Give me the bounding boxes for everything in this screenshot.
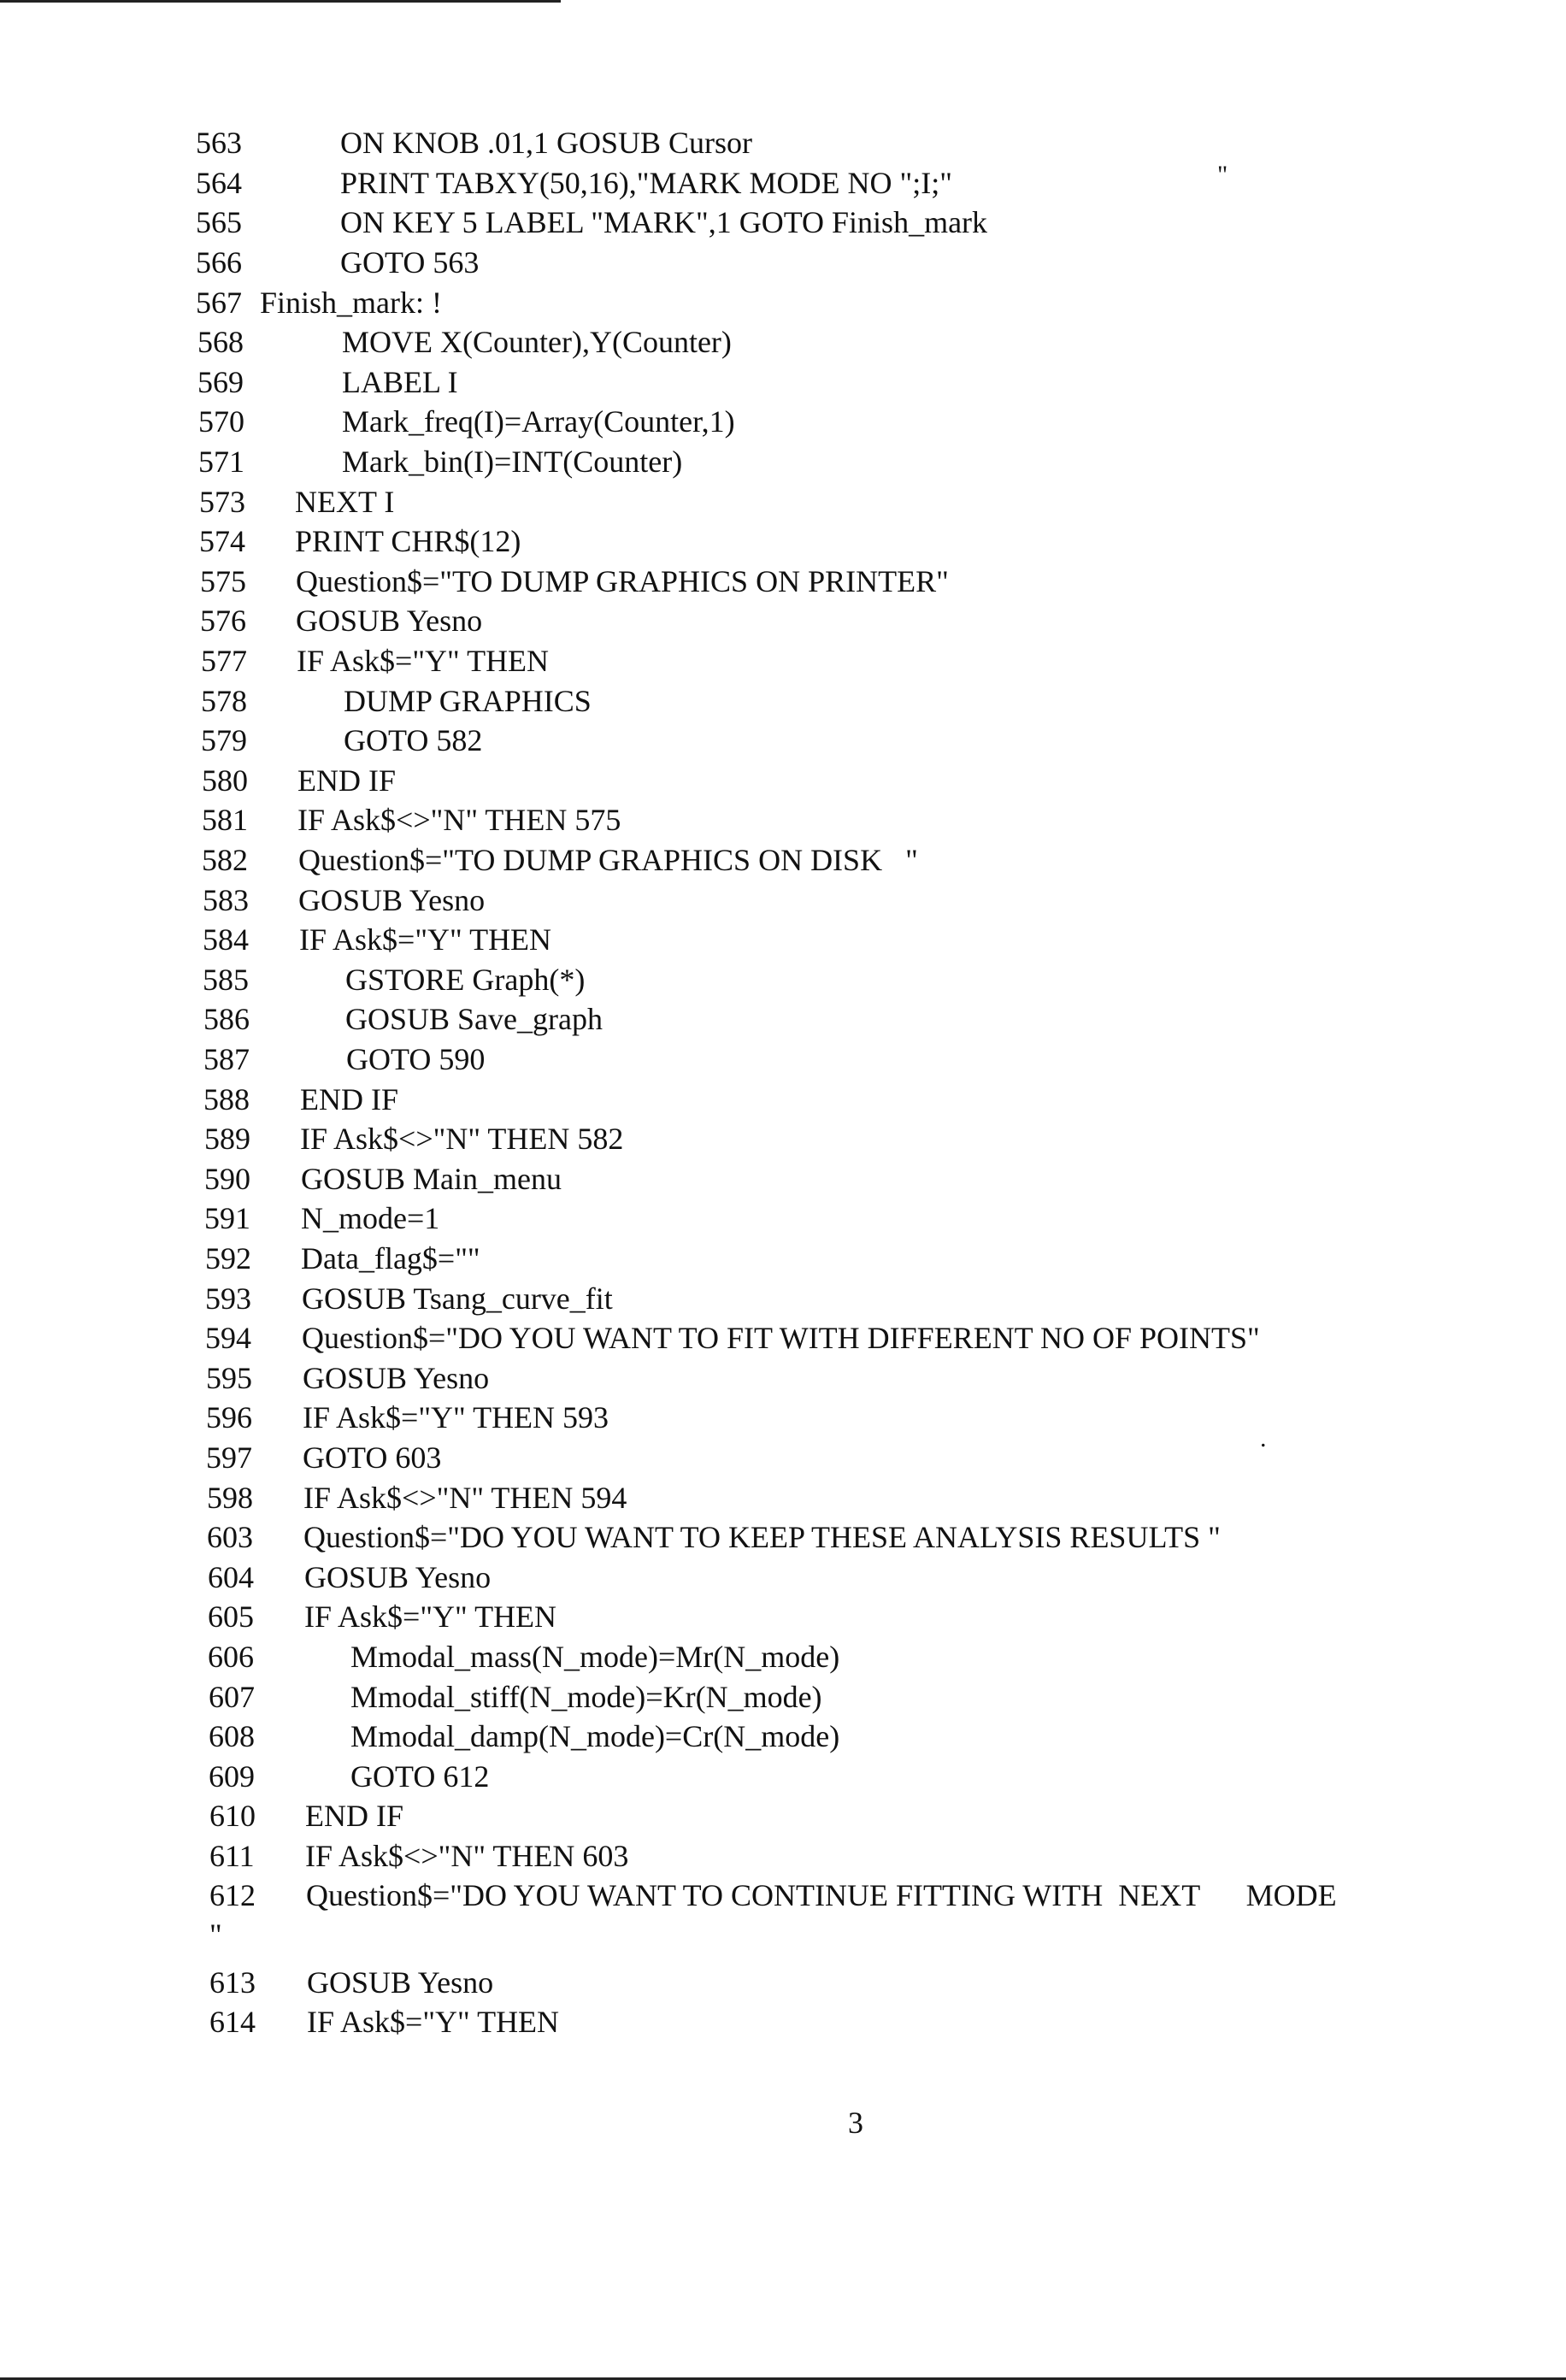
line-number: 582 [202,843,248,877]
code-text: END IF [300,1082,398,1116]
stray-dot-mark: . [1260,1424,1267,1452]
line-number: 573 [199,485,245,519]
line-number: 592 [205,1241,251,1275]
line-number: 563 [196,126,242,160]
code-text: GOTO 563 [340,245,480,280]
line-number: 568 [197,325,244,359]
code-text: PRINT CHR$(12) [295,524,521,558]
code-text: GOSUB Yesno [298,883,486,917]
code-text: END IF [297,763,396,798]
line-number: 566 [196,245,242,280]
code-text: IF Ask$="Y" THEN [299,922,552,957]
code-text: MOVE X(Counter),Y(Counter) [342,325,732,359]
code-text: GOSUB Main_menu [301,1162,562,1196]
code-text: IF Ask$="Y" THEN 593 [303,1400,609,1434]
code-text: Mark_freq(I)=Array(Counter,1) [342,404,735,439]
line-number: 603 [207,1520,253,1554]
line-number: 588 [203,1082,250,1116]
code-text: GOSUB Yesno [296,604,483,638]
code-text: IF Ask$="Y" THEN [297,644,550,678]
line-number: 594 [205,1321,251,1355]
line-number: 564 [196,166,242,200]
line-number: 575 [200,564,246,598]
code-text: Mmodal_stiff(N_mode)=Kr(N_mode) [350,1680,822,1714]
line-number: 587 [203,1042,250,1076]
line-number: 612 [209,1878,256,1912]
line-number: 580 [202,763,248,798]
line-number: 597 [206,1440,252,1475]
line-number: 569 [197,365,244,399]
code-text: Question$="TO DUMP GRAPHICS ON PRINTER" [296,564,949,598]
line-number: 590 [204,1162,250,1196]
line-number: 593 [205,1281,251,1316]
line-number: 583 [203,883,249,917]
code-text: END IF [305,1799,403,1833]
line-number: 579 [201,723,247,757]
code-text: ON KNOB .01,1 GOSUB Cursor [340,126,753,160]
line-number: 596 [206,1400,252,1434]
line-number: 608 [209,1719,255,1753]
code-text: IF Ask$<>"N" THEN 582 [300,1122,624,1156]
line-number: 576 [200,604,246,638]
line-number: 613 [209,1965,256,2000]
line-number: 586 [203,1002,250,1036]
line-number: 611 [209,1839,255,1873]
code-text: N_mode=1 [301,1201,440,1235]
code-text: IF Ask$<>"N" THEN 575 [297,803,621,837]
code-text: IF Ask$<>"N" THEN 594 [303,1481,627,1515]
line-number: 607 [209,1680,255,1714]
code-text: LABEL I [342,365,458,399]
code-text: GOTO 612 [350,1759,490,1794]
stray-quote-mark: " [1217,161,1228,189]
line-number: 578 [201,684,247,718]
line-number: 591 [204,1201,250,1235]
line-number: 570 [198,404,244,439]
code-text: GOTO 582 [344,723,483,757]
code-text: PRINT TABXY(50,16),"MARK MODE NO ";I;" [340,166,952,200]
line-number: 577 [201,644,247,678]
line-number: 614 [209,2005,256,2039]
code-text: Data_flag$="" [301,1241,480,1275]
line-number: 598 [207,1481,253,1515]
line-number: 589 [204,1122,250,1156]
line-number: 610 [209,1799,256,1833]
code-text: GOSUB Yesno [307,1965,494,2000]
code-text: Question$="TO DUMP GRAPHICS ON DISK " [298,843,918,877]
code-text: GSTORE Graph(*) [345,963,586,997]
line-number: 585 [203,963,249,997]
code-text: " [209,1918,222,1952]
code-text: Question$="DO YOU WANT TO FIT WITH DIFFERENT NO OF POINTS" [302,1321,1260,1355]
code-text: ON KEY 5 LABEL "MARK",1 GOTO Finish_mark [340,205,988,239]
code-text: Mark_bin(I)=INT(Counter) [342,445,683,479]
code-text: IF Ask$="Y" THEN [307,2005,560,2039]
code-text: IF Ask$="Y" THEN [304,1599,557,1634]
code-text: NEXT I [295,485,395,519]
line-number: 609 [209,1759,255,1794]
line-number: 567 [196,286,242,320]
code-text: GOSUB Save_graph [345,1002,603,1036]
code-text: GOTO 590 [346,1042,486,1076]
line-number: 574 [199,524,245,558]
code-text: GOTO 603 [303,1440,442,1475]
code-text: Mmodal_damp(N_mode)=Cr(N_mode) [350,1719,840,1753]
code-text: Question$="DO YOU WANT TO KEEP THESE ANALYSIS RESULTS " [303,1520,1221,1554]
code-text: DUMP GRAPHICS [344,684,592,718]
line-number: 604 [208,1560,254,1594]
code-text: Finish_mark: ! [260,286,442,320]
line-number: 571 [198,445,244,479]
line-number: 581 [202,803,248,837]
code-text: Question$="DO YOU WANT TO CONTINUE FITTING WITH NEXT MODE [306,1878,1337,1912]
line-number: 595 [206,1361,252,1395]
code-text: GOSUB Yesno [304,1560,492,1594]
code-text: GOSUB Tsang_curve_fit [302,1281,613,1316]
line-number: 605 [208,1599,254,1634]
page-number: 3 [848,2106,863,2140]
code-text: Mmodal_mass(N_mode)=Mr(N_mode) [350,1640,840,1674]
code-text: IF Ask$<>"N" THEN 603 [305,1839,629,1873]
code-text: GOSUB Yesno [303,1361,490,1395]
line-number: 606 [208,1640,254,1674]
line-number: 584 [203,922,249,957]
line-number: 565 [196,205,242,239]
